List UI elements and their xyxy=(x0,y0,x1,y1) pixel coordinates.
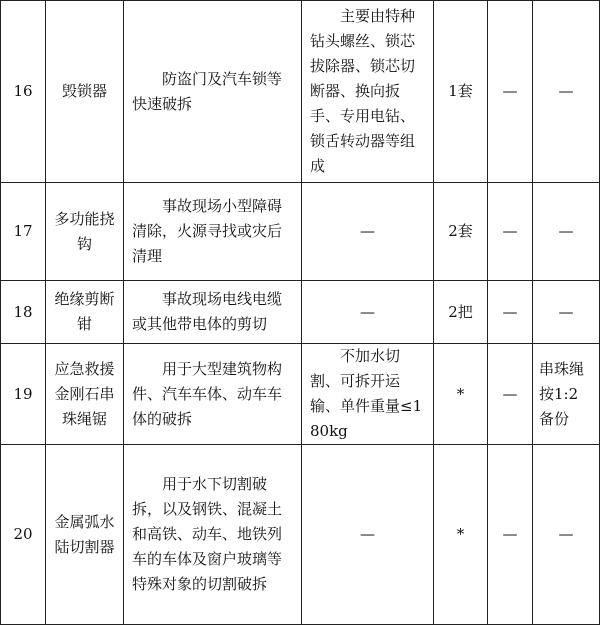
row-number: 19 xyxy=(1,344,46,445)
row-number: 16 xyxy=(1,1,46,183)
equipment-quantity: 1套 xyxy=(434,1,488,183)
equipment-note: 串珠绳按1:2备份 xyxy=(533,344,600,445)
equipment-name: 应急救援金刚石串珠绳锯 xyxy=(46,344,124,445)
equipment-note: — xyxy=(533,445,600,625)
equipment-quantity: * xyxy=(434,445,488,625)
equipment-note: — xyxy=(533,281,600,344)
equipment-col6: — xyxy=(488,344,533,445)
equipment-use: 用于水下切割破拆，以及钢铁、混凝土和高铁、动车、地铁列车的车体及窗户玻璃等特殊对象的切割破拆 xyxy=(124,445,302,625)
equipment-spec: — xyxy=(302,281,434,344)
equipment-use: 事故现场电线电缆或其他带电体的剪切 xyxy=(124,281,302,344)
table-row xyxy=(1,1,600,183)
equipment-note: — xyxy=(533,1,600,183)
equipment-spec-text: 不加水切割、可拆开运输、单件重量≤180kg xyxy=(310,347,423,440)
table-row xyxy=(1,344,600,445)
equipment-spec: — xyxy=(302,445,434,625)
table-row xyxy=(1,281,600,344)
equipment-spec: — xyxy=(302,183,434,281)
equipment-name: 毁锁器 xyxy=(46,1,124,183)
equipment-col6: — xyxy=(488,183,533,281)
equipment-name: 金属弧水陆切割器 xyxy=(46,445,124,625)
equipment-col6: — xyxy=(488,1,533,183)
equipment-note: — xyxy=(533,183,600,281)
table-row xyxy=(1,445,600,625)
row-number: 17 xyxy=(1,183,46,281)
equipment-col6: — xyxy=(488,281,533,344)
equipment-use: 防盗门及汽车锁等快速破拆 xyxy=(124,1,302,183)
equipment-spec-text: 主要由特种钻头螺丝、锁芯拔除器、锁芯切断器、换向扳手、专用电钻、锁舌转动器等组成 xyxy=(310,7,416,175)
equipment-name: 绝缘剪断钳 xyxy=(46,281,124,344)
row-number: 20 xyxy=(1,445,46,625)
equipment-spec xyxy=(302,1,434,183)
equipment-quantity: * xyxy=(434,344,488,445)
equipment-quantity: 2套 xyxy=(434,183,488,281)
equipment-spec xyxy=(302,344,434,445)
equipment-col6: — xyxy=(488,445,533,625)
equipment-name: 多功能挠钩 xyxy=(46,183,124,281)
equipment-quantity: 2把 xyxy=(434,281,488,344)
row-number: 18 xyxy=(1,281,46,344)
equipment-use: 事故现场小型障碍清除，火源寻找或灾后清理 xyxy=(124,183,302,281)
equipment-use: 用于大型建筑物构件、汽车车体、动车车体的破拆 xyxy=(124,344,302,445)
table-row xyxy=(1,183,600,281)
